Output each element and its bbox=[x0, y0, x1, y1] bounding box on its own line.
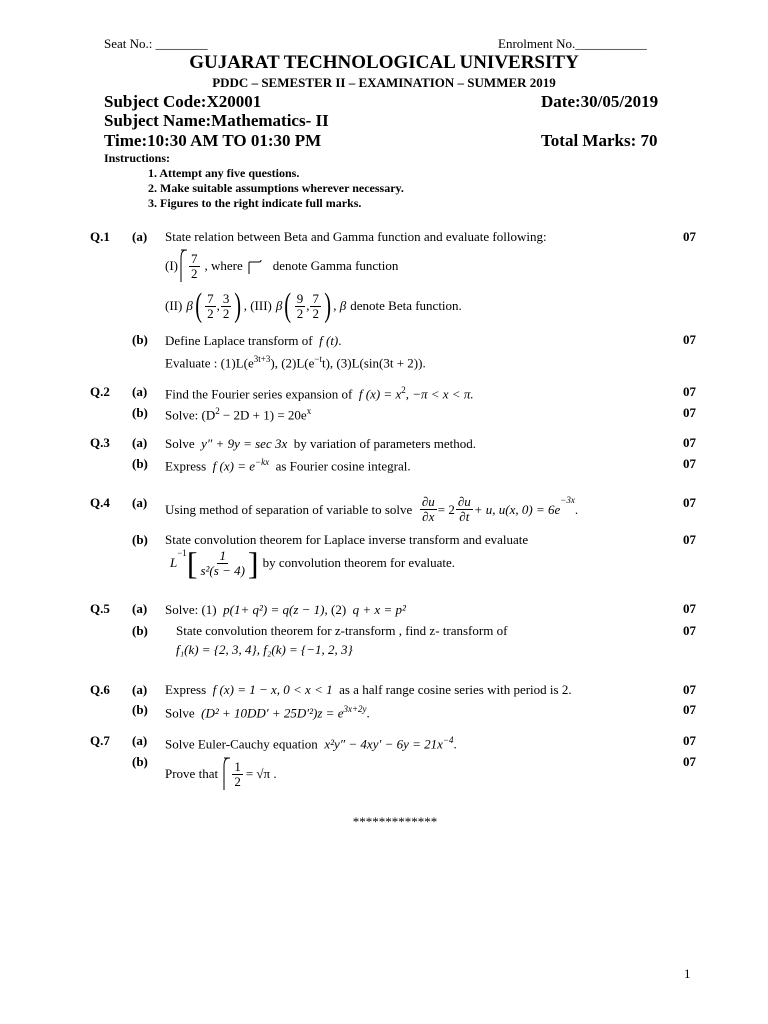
instruction-1: 1. Attempt any five questions. bbox=[148, 166, 300, 180]
q7a-marks: 07 bbox=[683, 733, 696, 748]
q2a-text: Find the Fourier series expansion of f $(x) = x^2$, −π < x < π. bbox=[165, 385, 474, 402]
q3b-text: Express f $(x) = e^{-kx}$ as Fourier cosine integral. bbox=[165, 457, 411, 474]
q2b-marks: 07 bbox=[683, 405, 696, 420]
q7a-text: Solve Euler-Cauchy equation $x^2y'' - 4xy' - 6y = 21x^{-4}$. bbox=[165, 735, 457, 752]
q1b-evaluate: Evaluate : $(1)L(e^{3t+3})$, $(2)L(e^{-t}t)$, (3)L(sin(3t + 2)). bbox=[165, 354, 426, 371]
fraction-7-2: $\frac{7}{2}$ bbox=[191, 250, 198, 281]
q6a-text: Express f (x) = 1 − x, 0 < x < 1 as a half range cosine series with period is 2. bbox=[165, 682, 572, 697]
q5b-label: (b) bbox=[132, 623, 148, 638]
q7b-label: (b) bbox=[132, 754, 148, 769]
beta-symbol: β bbox=[186, 298, 193, 313]
q2-label: Q.2 bbox=[90, 384, 110, 399]
q7-label: Q.7 bbox=[90, 733, 110, 748]
q2b-label: (b) bbox=[132, 405, 148, 420]
gamma-desc: denote Gamma function bbox=[272, 258, 399, 273]
q4b-expr: L $^{-1}$ [ $\frac{1}{\text{s²(s − 4)}}$ ] by convolution theorem for evaluate. bbox=[170, 545, 455, 581]
q3a-label: (a) bbox=[132, 435, 148, 450]
q2a-label: (a) bbox=[132, 384, 148, 399]
q4a-label: (a) bbox=[132, 495, 148, 510]
beta-symbol-2: β bbox=[275, 298, 283, 313]
q6b-marks: 07 bbox=[683, 702, 696, 717]
q2a-marks: 07 bbox=[683, 384, 696, 399]
q5a-marks: 07 bbox=[683, 601, 696, 616]
q5b-marks: 07 bbox=[683, 623, 696, 638]
instruction-2: 2. Make suitable assumptions wherever necessary. bbox=[148, 181, 404, 195]
q1-label: Q.1 bbox=[90, 229, 110, 244]
q3a-text: Solve y″ + 9y = sec 3x by variation of parameters method. bbox=[165, 436, 477, 451]
q3-label: Q.3 bbox=[90, 435, 110, 450]
q4a-marks: 07 bbox=[683, 495, 696, 510]
q5a-label: (a) bbox=[132, 601, 148, 616]
q1b-marks: 07 bbox=[683, 332, 696, 347]
gamma-symbol-q7 bbox=[221, 756, 231, 792]
q1b-label: (b) bbox=[132, 332, 148, 347]
part-i-label: (I) bbox=[165, 258, 178, 273]
q6a-label: (a) bbox=[132, 682, 148, 697]
q3b-marks: 07 bbox=[683, 456, 696, 471]
q6b-label: (b) bbox=[132, 702, 148, 717]
q1a-text: State relation between Beta and Gamma function and evaluate following: bbox=[165, 229, 547, 244]
page-number: 1 bbox=[684, 966, 691, 981]
q7b-text: Prove that $\frac{1}{2}$ = √π . bbox=[165, 756, 277, 792]
part-ii-label: (II) bbox=[165, 298, 183, 313]
exam-time: Time:10:30 AM TO 01:30 PM bbox=[104, 131, 322, 150]
q7b-marks: 07 bbox=[683, 754, 696, 769]
exam-title: PDDC – SEMESTER II – EXAMINATION – SUMMER 2019 bbox=[212, 75, 556, 90]
q2b-text: Solve: $(D^2 - 2D + 1) = 20e^x$ bbox=[165, 406, 312, 423]
part-iii-label: , (III) bbox=[243, 298, 272, 313]
where-text: , where bbox=[204, 258, 243, 273]
beta-desc: denote Beta function. bbox=[350, 298, 462, 313]
q5a-text: Solve: (1) p(1+ q²) = q(z − 1), (2) q + x = p² bbox=[165, 602, 406, 617]
q5b-math: f₁(k) = {2, 3, 4}, f₂(k) = {−1, 2, 3} bbox=[176, 642, 353, 657]
q1a-part-ii-iii: (II) β ( $\frac{7}{2}$ , $\frac{3}{2}$ ) , (III) β ( $\frac{9}{2}$ , $\frac{7}{2}$ ) , β denote Beta function. bbox=[165, 287, 462, 324]
q4a-text: Using method of separation of variable to solve $\frac{\partial u}{\partial x}$ = 2 $\frac{\partial u}{\partial t}$ + u, u(x, 0) = 6e $^{-3x}$ . bbox=[165, 494, 579, 524]
q4b-text: State convolution theorem for Laplace inverse transform and evaluate bbox=[165, 532, 529, 547]
gamma-symbol bbox=[178, 248, 188, 284]
beta-symbol-3: β bbox=[339, 298, 347, 313]
q1a-marks: 07 bbox=[683, 229, 696, 244]
q6-label: Q.6 bbox=[90, 682, 110, 697]
instruction-3: 3. Figures to the right indicate full marks. bbox=[148, 196, 362, 210]
q5b-text: State convolution theorem for z-transform , find z- transform of bbox=[176, 623, 508, 638]
subject-name: Subject Name:Mathematics- II bbox=[104, 111, 329, 130]
q1a-part-i bbox=[165, 248, 398, 284]
end-stars: ************* bbox=[352, 814, 438, 829]
q5-label: Q.5 bbox=[90, 601, 110, 616]
q3b-label: (b) bbox=[132, 456, 148, 471]
subject-code: Subject Code:X20001 bbox=[104, 92, 262, 111]
q6a-marks: 07 bbox=[683, 682, 696, 697]
gamma-symbol-small bbox=[245, 258, 267, 274]
q6b-text: Solve $(D^2 + 10DD' + 25D'^2)z = e^{3x+2y}$. bbox=[165, 704, 370, 721]
seat-no: Seat No.: ________ bbox=[104, 36, 208, 51]
q4-label: Q.4 bbox=[90, 495, 110, 510]
q3a-marks: 07 bbox=[683, 435, 696, 450]
q1a-label: (a) bbox=[132, 229, 148, 244]
q4b-label: (b) bbox=[132, 532, 148, 547]
exam-date: Date:30/05/2019 bbox=[541, 92, 659, 111]
university-name: GUJARAT TECHNOLOGICAL UNIVERSITY bbox=[189, 52, 579, 73]
q1b-text: Define Laplace transform of f (t). bbox=[165, 333, 342, 348]
total-marks: Total Marks: 70 bbox=[541, 131, 658, 150]
q7a-label: (a) bbox=[132, 733, 148, 748]
enrolment-no: Enrolment No.___________ bbox=[498, 36, 647, 51]
q4b-marks: 07 bbox=[683, 532, 696, 547]
instructions-label: Instructions: bbox=[104, 151, 171, 165]
